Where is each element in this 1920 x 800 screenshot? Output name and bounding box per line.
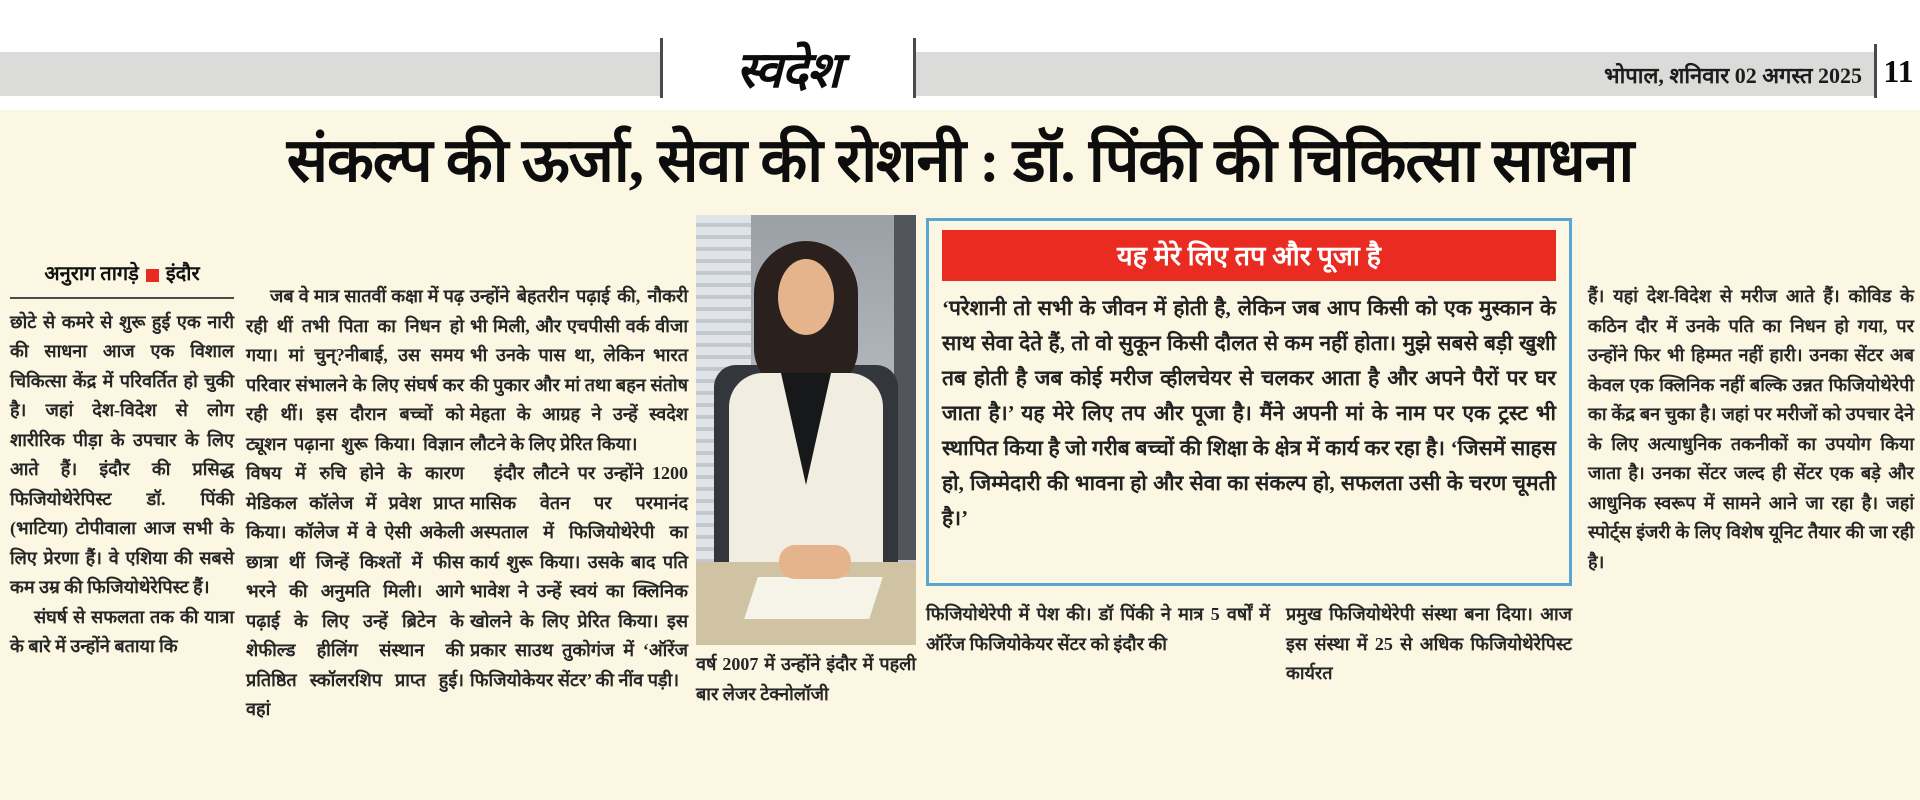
article-column-1 — [10, 260, 234, 662]
photo-woman-face — [778, 259, 834, 335]
page-number: 11 — [1877, 44, 1920, 98]
paragraph: प्रमुख फिजियोथेरेपी संस्था बना दिया। आज इस संस्था में 25 से अधिक फिजियोथेरेपिस्ट कार्यरत — [1286, 604, 1572, 683]
quote-box-title: यह मेरे लिए तप और पूजा है — [942, 230, 1556, 281]
article-column-2 — [246, 282, 464, 725]
quote-box-body: ‘परेशानी तो सभी के जीवन में होती है, लेकिन जब आप किसी को एक मुस्कान के साथ सेवा देते हैं, तो वो सुकून किसी दौलत से कम नहीं होता। मुझे सबसे बड़ी खुशी तब होती है जब कोई मरीज व्हीलचेयर से चलकर आता है और अपने पैरों पर घर जाता है।’ यह मेरे लिए तप और पूजा है। मैंने अपनी मां के नाम पर एक ट्रस्ट भी स्थापित किया है जो गरीब बच्चों की शिक्षा के क्षेत्र में कार्य कर रहा है। ‘जिसमें साहस हो, जिम्मेदारी की भावना हो और सेवा का संकल्प हो, सफलता उसी के चरण चूमती है।’ — [942, 296, 1556, 530]
masthead-panel — [660, 38, 916, 98]
article-headline: संकल्प की ऊर्जा, सेवा की रोशनी : डॉ. पिंकी की चिकित्सा साधना — [286, 128, 1634, 195]
photo-hands — [779, 545, 851, 579]
masthead-title: स्वदेश — [736, 42, 840, 98]
doctor-photo — [696, 215, 916, 645]
edition-date: भोपाल, शनिवार 02 अगस्त 2025 — [1604, 63, 1862, 88]
byline-location: इंदौर — [165, 263, 200, 285]
article-column-3 — [470, 282, 688, 695]
photo-papers — [744, 577, 883, 619]
paragraph: संघर्ष से सफलता तक की यात्रा के बारे में उन्होंने बताया कि — [10, 606, 234, 656]
paragraph: उन्होंने बेहतरीन पढ़ाई की, नौकरी भी मिली, और एचपीसी वर्क वीजा भी उनके पास था, लेकिन भारत की पुकार और मां तथा बहन संतोष मेहता के आग्रह ने उन्हें स्वदेश लौटने के लिए प्रेरित किया। — [470, 286, 688, 454]
paragraph: इंदौर लौटने पर उन्होंने 1200 मासिक वेतन पर परमानंद अस्पताल में फिजियोथेरेपी का कार्य शुरू किया। उसके बाद पति भावेश ने उन्हें स्वयं का क्लिनिक खोलने के लिए प्रेरित किया। इस प्रकार साउथ तुकोगंज में ‘ऑरेंज फिजियोकेयर सेंटर’ की नींव पड़ी। — [470, 463, 688, 690]
byline-author: अनुराग तागड़े — [44, 263, 139, 285]
byline — [10, 260, 234, 299]
paragraph: फिजियोथेरेपी में पेश की। डॉ पिंकी ने मात्र 5 वर्षों में ऑरेंज फिजियोकेयर सेंटर को इंदौर की — [926, 604, 1270, 654]
article-column-6 — [1286, 600, 1572, 689]
article-column-4 — [696, 650, 916, 709]
paragraph: हैं। यहां देश-विदेश से मरीज आते हैं। कोविड के कठिन दौर में उनके पति का निधन हो गया, पर उन्होंने फिर भी हिम्मत नहीं हारी। उनका सेंटर अब केवल एक क्लिनिक नहीं बल्कि उन्नत फिजियोथेरेपी का केंद्र बन चुका है। जहां पर मरीजों को उपचार देने के लिए अत्याधुनिक तकनीकों का उपयोग किया जाता है। उनका सेंटर जल्द ही सेंटर एक बड़े और आधुनिक स्वरूप में सामने आने जा रहा है। जहां स्पोर्ट्स इंजरी के लिए विशेष यूनिट तैयार की जा रही है। — [1588, 286, 1914, 572]
paragraph: जब वे मात्र सातवीं कक्षा में पढ़ रही थीं तभी पिता का निधन हो गया। मां चुन्?नीबाई, उस समय परिवार संभालने के लिए संघर्ष कर रही थीं। इस दौरान बच्चों को ट्यूशन पढ़ाना शुरू किया। विज्ञान विषय में रुचि होने के कारण मेडिकल कॉलेज में प्रवेश प्राप्त किया। कॉलेज में वे ऐसी अकेली छात्रा थीं जिन्हें किश्तों में फीस भरने की अनुमति मिली। आगे पढ़ाई के लिए उन्हें ब्रिटेन के शेफील्ड हीलिंग संस्थान की प्रतिष्ठित स्कॉलरशिप प्राप्त हुई। वहां — [246, 286, 464, 719]
paragraph: वर्ष 2007 में उन्होंने इंदौर में पहली बार लेजर टेक्नोलॉजी — [696, 654, 916, 704]
red-square-bullet-icon — [146, 269, 159, 282]
paragraph: छोटे से कमरे से शुरू हुई एक नारी की साधना आज एक विशाल चिकित्सा केंद्र में परिवर्तित हो चुकी है। जहां देश-विदेश से लोग शारीरिक पीड़ा के उपचार के लिए आते हैं। इंदौर की प्रसिद्ध फिजियोथेरेपिस्ट डॉ. पिंकी (भाटिया) टोपीवाला आज सभी के लिए प्रेरणा हैं। वे एशिया की सबसे कम उम्र की फिजियोथेरेपिस्ट हैं। — [10, 311, 234, 597]
article-column-7 — [1588, 282, 1914, 577]
quote-box — [926, 218, 1572, 586]
article-column-5 — [926, 600, 1270, 659]
